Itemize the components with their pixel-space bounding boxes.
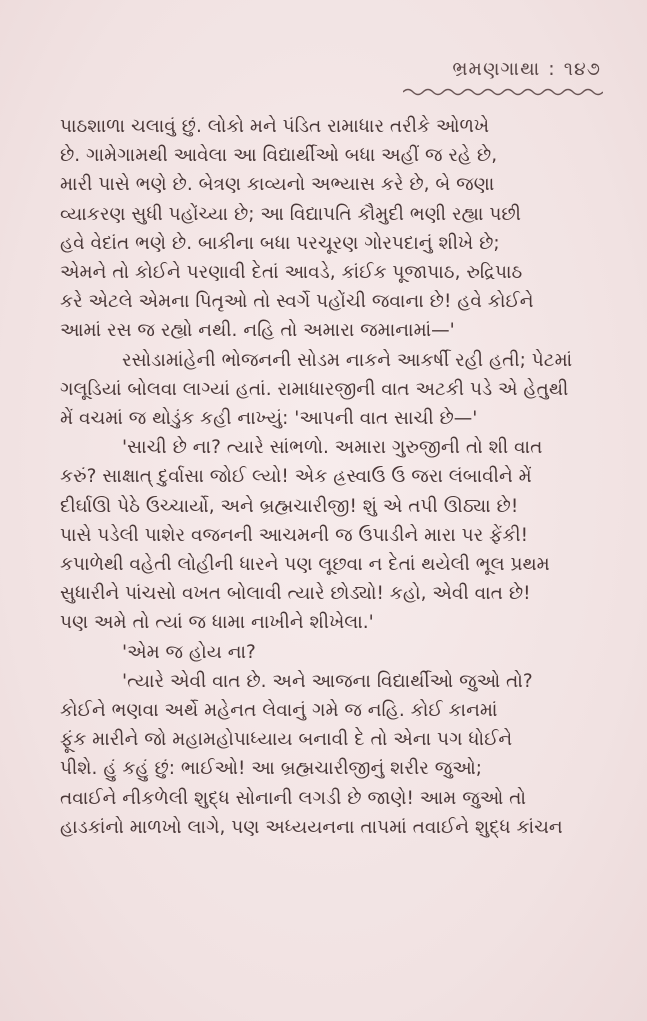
text-line: પાસે પડેલી પાશેર વજનની આચમની જ ઉપાડીને મારા પર ફેંકી! <box>60 524 529 546</box>
text-line: ગલૂડિયાં બોલવા લાગ્યાં હતાં. રામાધારજીની વાત અટકી પડે એ હેતુથી <box>60 378 569 400</box>
text-line: વ્યાકરણ સુધી પહોંચ્યા છે; આ વિદ્યાપતિ કૌમુદી ભણી રહ્યા પછી <box>60 203 521 225</box>
text-line: 'સાચી છે ના? ત્યારે સાંભળો. અમારા ગુરુજીની તો શી વાત <box>122 437 543 459</box>
text-line: આમાં રસ જ રહ્યો નથી. નહિ તો અમારા જમાનામાં—' <box>60 320 455 342</box>
text-line: કોઈને ભણવા અર્થે મહેનત લેવાનું ગમે જ નહિ. કોઈ કાનમાં <box>60 700 498 722</box>
text-line: પણ અમે તો ત્યાં જ ધામા નાખીને શીખેલા.' <box>60 612 374 634</box>
paragraph <box>60 638 610 667</box>
text-line: મારી પાસે ભણે છે. બેત્રણ કાવ્યનો અભ્યાસ કરે છે, બે જણા <box>60 174 495 196</box>
decorative-underline <box>403 86 603 98</box>
paragraph <box>60 112 610 346</box>
running-header <box>452 58 601 80</box>
header-separator: : <box>548 58 556 80</box>
text-line: કરું? સાક્ષાત્ દુર્વાસા જોઈ લ્યો! એક હ્રસ્વાઉ ઉ જરા લંબાવીને મેં <box>60 466 532 488</box>
text-line: હવે વેદાંત ભણે છે. બાકીના બધા પરચૂરણ ગોરપદાનું શીખે છે; <box>60 232 500 254</box>
header-title: ભ્રમણગાથા <box>452 58 541 80</box>
text-line: તવાઈને નીકળેલી શુદ્ધ સોનાની લગડી છે જાણે! આમ જુઓ તો <box>60 787 527 809</box>
text-line: સુધારીને પાંચસો વખત બોલાવી ત્યારે છોડ્યો! કહો, એવી વાત છે! <box>60 583 531 605</box>
body-text <box>60 112 610 842</box>
text-line: રસોડામાંહેની ભોજનની સોડમ નાકને આકર્ષી રહી હતી; પેટમાં <box>122 349 573 371</box>
text-line: ફૂંક મારીને જો મહામહોપાધ્યાય બનાવી દે તો એના પગ ધોઈને <box>60 729 513 751</box>
text-line: 'એમ જ હોય ના? <box>122 641 256 663</box>
page-number: ૧૪૭ <box>563 58 601 80</box>
text-line: હાડકાંનો માળખો લાગે, પણ અધ્યયનના તાપમાં તવાઈને શુદ્ધ કાંચન <box>60 816 563 838</box>
text-line: છે. ગામેગામથી આવેલા આ વિદ્યાર્થીઓ બધા અહીં જ રહે છે, <box>60 145 498 167</box>
text-line: એમને તો કોઈને પરણાવી દેતાં આવડે, કાંઈક પૂજાપાઠ, રુદ્રિપાઠ <box>60 262 523 284</box>
text-line: દીર્ઘાઊ પેઠે ઉચ્ચાર્યો, અને બ્રહ્મચારીજી! શું એ તપી ઊઠ્યા છે! <box>60 495 519 517</box>
paragraph <box>60 433 610 637</box>
text-line: કપાળેથી વહેતી લોહીની ધારને પણ લૂછવા ન દેતાં થયેલી ભૂલ પ્રથમ <box>60 554 550 576</box>
text-line: મેં વચમાં જ થોડુંક કહી નાખ્યું: 'આપની વાત સાચી છે—' <box>60 408 478 430</box>
text-line: પીશે. હું કહું છું: ભાઈઓ! આ બ્રહ્મચારીજીનું શરીર જુઓ; <box>60 758 482 780</box>
text-line: પાઠશાળા ચલાવું છું. લોકો મને પંડિત રામાધાર તરીકે ઓળખે <box>60 116 490 137</box>
text-line: કરે એટલે એમના પિતૃઓ તો સ્વર્ગે પહોંચી જવાના છે! હવે કોઈને <box>60 291 534 313</box>
paragraph <box>60 346 610 434</box>
text-line: 'ત્યારે એવી વાત છે. અને આજના વિદ્યાર્થીઓ જુઓ તો? <box>122 670 533 692</box>
paragraph <box>60 667 610 842</box>
